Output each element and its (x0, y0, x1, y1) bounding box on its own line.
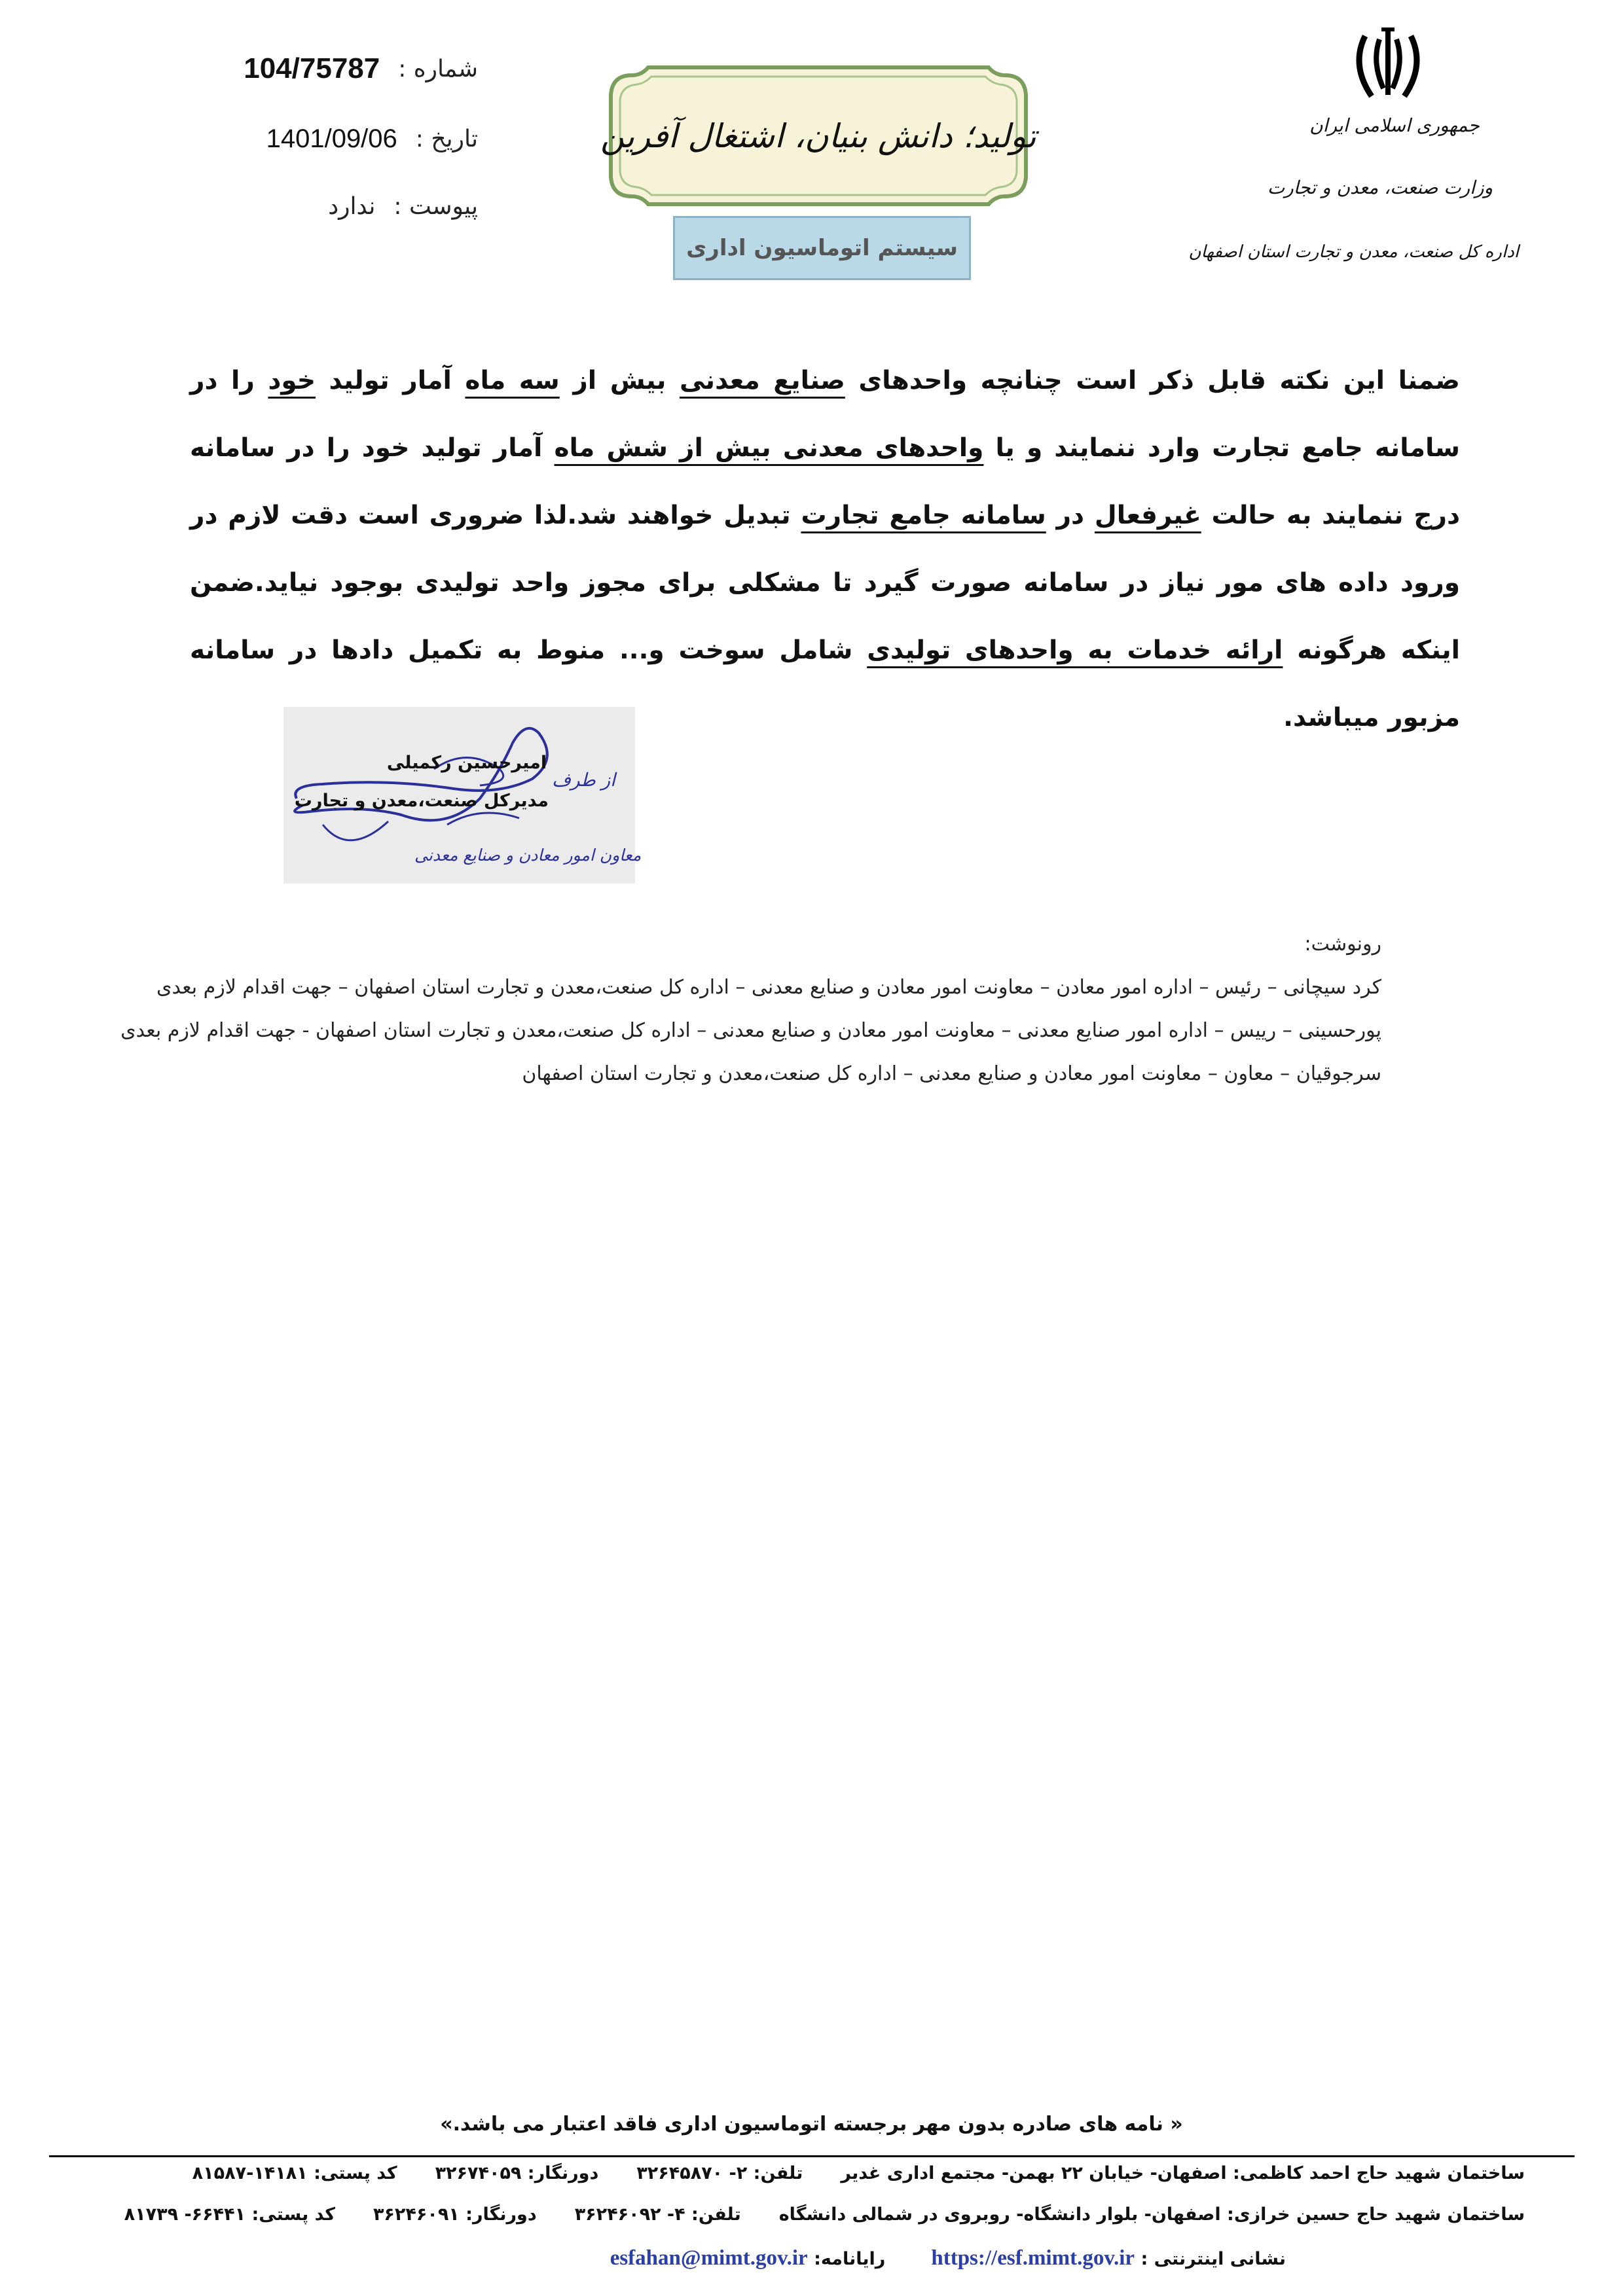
email-label: رایانامه: (814, 2249, 886, 2269)
letter-date-value: 1401/09/06 (266, 124, 397, 153)
body-underlined-segment: سه ماه (465, 366, 560, 395)
body-text-segment: شامل سوخت و... منوط به تکمیل دادها در سامانه مزبور میباشد. (190, 636, 1460, 732)
body-text-segment: بیش از (559, 366, 680, 395)
letter-date-label: تاریخ : (415, 126, 478, 152)
office-name: اداره کل صنعت، معدن و تجارت استان اصفهان (1188, 242, 1519, 262)
ministry-name: وزارت صنعت، معدن و تجارت (1267, 177, 1493, 198)
slogan-text: تولید؛ دانش بنیان، اشتغال آفرین (600, 117, 1036, 155)
body-underlined-segment: ارائه خدمات به واحدهای تولیدی (867, 636, 1283, 665)
body-underlined-segment: صنایع معدنی (679, 366, 845, 395)
signatory-name: امیرحسین رکمیلی (386, 753, 547, 773)
iran-emblem-icon (1345, 23, 1431, 108)
email-link[interactable]: esfahan@mimt.gov.ir (610, 2246, 808, 2270)
footer-notice: « نامه های صادره بدون مهر برجسته اتوماسیون اداری فاقد اعتبار می باشد.» (440, 2113, 1183, 2136)
copy-recipient: پورحسینی – رییس – اداره امور صنایع معدنی – معاونت امور معادن و صنایع معدنی – اداره کل صنعت،معدن و تجارت استان اصفهان - جهت اقدام لازم بعدی (120, 1019, 1381, 1042)
footer-divider (49, 2155, 1575, 2157)
letter-meta (164, 46, 478, 242)
footer-address: ساختمان شهید حاج حسین خرازی: اصفهان- بلوار دانشگاه- روبروی در شمالی دانشگاه (778, 2204, 1525, 2225)
email-group (610, 2246, 886, 2270)
automation-system-label: سیستم اتوماسیون اداری (673, 216, 971, 280)
republic-name: جمهوری اسلامی ایران (1309, 115, 1480, 136)
footer-address-2 (124, 2204, 1525, 2225)
footer-phone: تلفن: ۴- ۳۶۲۴۶۰۹۲ (574, 2204, 741, 2225)
footer-address-1 (192, 2163, 1525, 2183)
copies-label: رونوشت: (1304, 933, 1381, 956)
body-underlined-segment: خود (268, 366, 316, 395)
letter-date-row (266, 124, 478, 154)
signature-deputy-title: معاون امور معادن و صنایع معدنی (414, 846, 642, 865)
copies-section (72, 923, 1381, 1096)
body-text-segment: را در سامانه جامع تجارت وارد ننمایند و یا (190, 366, 1460, 463)
footer-postal-code: کد پستی: ۱۴۱۸۱-۸۱۵۸۷ (192, 2163, 397, 2183)
footer-fax: دورنگار: ۳۶۲۴۶۰۹۱ (373, 2204, 537, 2225)
letter-number-row (244, 52, 478, 85)
letter-attachment-value: ندارد (328, 193, 376, 220)
letter-attachment-row (328, 193, 478, 220)
body-text-segment: ضمنا این نکته قابل ذکر است چنانچه واحدهای (845, 366, 1460, 395)
signature-on-behalf-label: از طرف (552, 769, 615, 791)
footer-address: ساختمان شهید حاج احمد کاظمی: اصفهان- خیابان ۲۲ بهمن- مجتمع اداری غدیر (841, 2163, 1525, 2183)
copy-recipient: سرجوقیان – معاون – معاونت امور معادن و صنایع معدنی – اداره کل صنعت،معدن و تجارت استان اصفهان (522, 1062, 1381, 1085)
website-link[interactable]: https://esf.mimt.gov.ir (931, 2246, 1135, 2270)
footer-postal-code: کد پستی: ۶۶۴۴۱- ۸۱۷۳۹ (124, 2204, 335, 2225)
signatory-title: مدیرکل صنعت،معدن و تجارت (294, 791, 549, 811)
slogan-badge (600, 62, 1036, 209)
letter-attachment-label: پیوست : (393, 193, 478, 220)
letter-body (190, 347, 1460, 751)
footer-online (610, 2246, 1286, 2270)
footer-fax: دورنگار: ۳۲۶۷۴۰۵۹ (435, 2163, 599, 2183)
body-text-segment: در (1046, 501, 1095, 530)
copy-recipient: کرد سیچانی – رئیس – اداره امور معادن – معاونت امور معادن و صنایع معدنی – اداره کل صنعت،معدن و تجارت استان اصفهان – جهت اقدام لازم بعدی (156, 976, 1381, 999)
website-group (931, 2246, 1286, 2270)
body-text-segment: آمار تولید (315, 366, 465, 395)
body-text-segment: آمار تولید خود را در سامانه درج ننمایند به حالت (190, 433, 1460, 530)
body-underlined-segment: واحدهای معدنی بیش از شش ماه (554, 433, 984, 463)
body-underlined-segment: سامانه جامع تجارت (801, 501, 1046, 530)
letter-number-value: 104/75787 (244, 52, 380, 84)
signature-block (283, 707, 642, 884)
website-label: نشانی اینترنتی : (1140, 2249, 1286, 2269)
body-underlined-segment: غیرفعال (1094, 501, 1201, 530)
footer-phone: تلفن: ۲- ۳۲۶۴۵۸۷۰ (636, 2163, 803, 2183)
letter-number-label: شماره : (398, 55, 478, 82)
body-text-segment: تبدیل خواهند شد.لذا ضروری است دقت لازم در ورود داده های مور نیاز در سامانه صورت گیرد تا مشکلی برای مجوز واحد تولیدی بوجود نیاید.ضمن اینکه هرگونه (190, 501, 1460, 665)
